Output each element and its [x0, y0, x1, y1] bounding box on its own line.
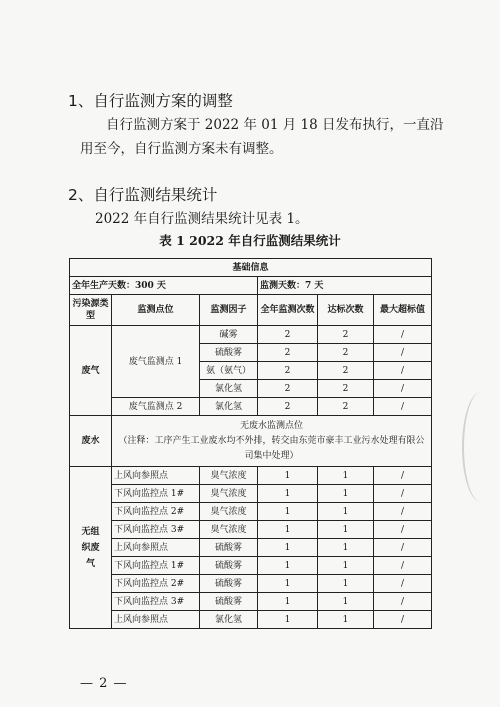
max-cell: /	[374, 326, 432, 344]
waste-water-line-1: 无废水监测点位	[240, 420, 304, 431]
point-cell: 上风向参照点	[112, 467, 200, 485]
table-row	[70, 593, 432, 611]
waste-gas-point-1: 废气监测点 1	[112, 326, 200, 398]
pass-cell: 1	[318, 485, 374, 503]
section1-paragraph: 自行监测方案于 2022 年 01 月 18 日发布执行，一直沿用至今，自行监测方案未有调整。	[80, 117, 444, 157]
factor-cell: 硫酸雾	[200, 593, 258, 611]
max-cell: /	[374, 593, 432, 611]
total-cell: 1	[258, 503, 318, 521]
section2-heading: 2、自行监测结果统计	[68, 186, 218, 204]
table-row	[70, 521, 432, 539]
header-cell: 监测点位	[112, 295, 200, 326]
point-cell: 上风向参照点	[112, 611, 200, 629]
pass-cell: 1	[318, 539, 374, 557]
factor-cell: 硫酸雾	[200, 344, 258, 362]
point-cell: 上风向参照点	[112, 539, 200, 557]
table-row	[70, 398, 432, 416]
point-cell: 下风向监控点 1#	[112, 557, 200, 575]
pass-cell: 1	[318, 521, 374, 539]
pass-cell: 1	[318, 557, 374, 575]
factor-cell: 硫酸雾	[200, 575, 258, 593]
point-cell: 下风向监控点 3#	[112, 593, 200, 611]
table-row	[70, 485, 432, 503]
point-cell: 下风向监控点 1#	[112, 485, 200, 503]
pass-cell: 1	[318, 593, 374, 611]
factor-cell: 氨（氨气）	[200, 362, 258, 380]
table-row	[70, 503, 432, 521]
total-cell: 2	[258, 344, 318, 362]
point-cell: 下风向监控点 3#	[112, 521, 200, 539]
results-table	[69, 258, 431, 629]
total-cell: 1	[258, 467, 318, 485]
total-cell: 1	[258, 485, 318, 503]
factor-cell: 硫酸雾	[200, 557, 258, 575]
table-row	[70, 539, 432, 557]
total-cell: 2	[258, 326, 318, 344]
max-cell: /	[374, 503, 432, 521]
table-row	[70, 611, 432, 629]
total-cell: 2	[258, 380, 318, 398]
max-cell: /	[374, 485, 432, 503]
max-cell: /	[374, 611, 432, 629]
table-row	[70, 467, 432, 485]
section1-heading: 1、自行监测方案的调整	[68, 92, 233, 110]
factor-cell: 氯化氢	[200, 611, 258, 629]
max-cell: /	[374, 362, 432, 380]
pass-cell: 1	[318, 611, 374, 629]
point-cell: 下风向监控点 2#	[112, 575, 200, 593]
factor-cell: 臭气浓度	[200, 485, 258, 503]
factor-cell: 氯化氢	[200, 398, 258, 416]
pass-cell: 1	[318, 575, 374, 593]
max-cell: /	[374, 380, 432, 398]
total-cell: 1	[258, 593, 318, 611]
header-cell: 全年监测次数	[258, 295, 318, 326]
unorganized-type-label: 无组织废气	[81, 526, 100, 569]
table-row	[70, 416, 432, 467]
max-cell: /	[374, 344, 432, 362]
factor-cell: 臭气浓度	[200, 503, 258, 521]
total-cell: 2	[258, 398, 318, 416]
pass-cell: 1	[318, 503, 374, 521]
max-cell: /	[374, 557, 432, 575]
pass-cell: 2	[318, 362, 374, 380]
header-cell: 最大超标值	[374, 295, 432, 326]
header-cell: 达标次数	[318, 295, 374, 326]
factor-cell: 氯化氢	[200, 380, 258, 398]
table-row	[70, 575, 432, 593]
max-cell: /	[374, 521, 432, 539]
max-cell: /	[374, 539, 432, 557]
section2-paragraph: 2022 年自行监测结果统计见表 1。	[95, 211, 309, 227]
factor-cell: 碱雾	[200, 326, 258, 344]
point-cell: 下风向监控点 2#	[112, 503, 200, 521]
total-cell: 1	[258, 521, 318, 539]
total-cell: 1	[258, 557, 318, 575]
page-number: — 2 —	[80, 676, 128, 691]
total-cell: 1	[258, 539, 318, 557]
table-header-row	[70, 295, 432, 326]
waste-water-note	[112, 416, 432, 467]
total-cell: 2	[258, 362, 318, 380]
waste-gas-type: 废气	[70, 326, 112, 416]
production-days: 全年生产天数：300 天	[70, 277, 258, 295]
header-cell: 监测因子	[200, 295, 258, 326]
basic-info-title: 基础信息	[70, 259, 432, 277]
table-row	[70, 557, 432, 575]
max-cell: /	[374, 467, 432, 485]
seal-stamp-edge	[462, 392, 500, 502]
waste-water-type: 废水	[70, 416, 112, 467]
waste-water-line-2: （注释：工序产生工业废水均不外排，转交由东莞市豪丰工业污水处理有限公司集中处理）	[118, 435, 425, 461]
monitoring-days: 监测天数：7 天	[258, 277, 432, 295]
pass-cell: 1	[318, 467, 374, 485]
waste-gas-point-2: 废气监测点 2	[112, 398, 200, 416]
table-row	[70, 326, 432, 344]
factor-cell: 臭气浓度	[200, 467, 258, 485]
factor-cell: 臭气浓度	[200, 521, 258, 539]
pass-cell: 2	[318, 380, 374, 398]
pass-cell: 2	[318, 398, 374, 416]
header-cell: 污染源类型	[70, 295, 112, 326]
factor-cell: 硫酸雾	[200, 539, 258, 557]
max-cell: /	[374, 398, 432, 416]
pass-cell: 2	[318, 344, 374, 362]
unorganized-type	[70, 467, 112, 629]
table-caption: 表 1 2022 年自行监测结果统计	[159, 233, 341, 248]
total-cell: 1	[258, 575, 318, 593]
pass-cell: 2	[318, 326, 374, 344]
max-cell: /	[374, 575, 432, 593]
total-cell: 1	[258, 611, 318, 629]
